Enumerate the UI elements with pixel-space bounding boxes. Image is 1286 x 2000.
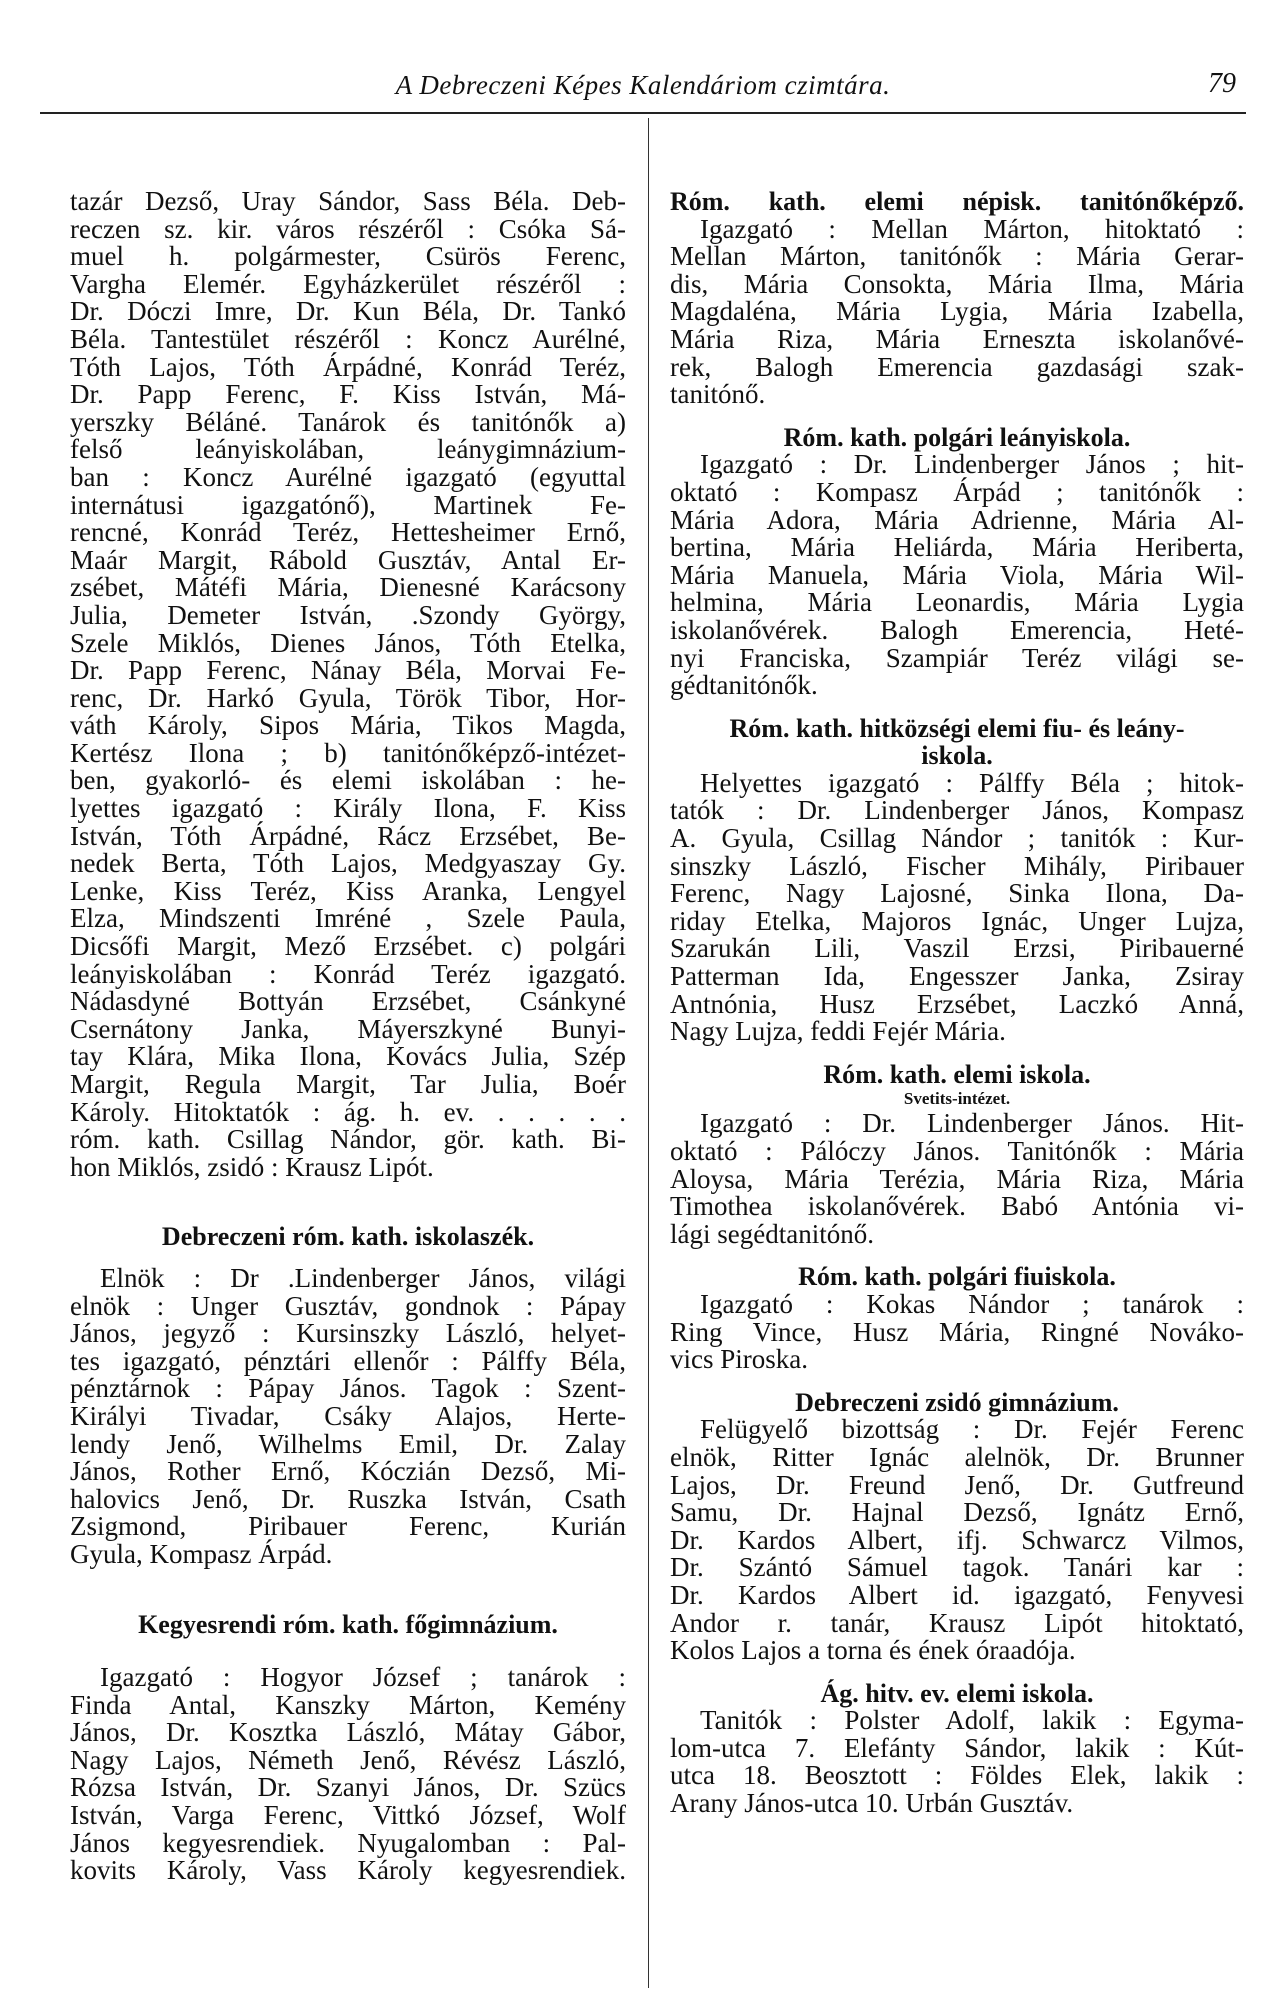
directory-section (670, 1389, 1244, 1665)
text-line: lyettes igazgató : Király Ilona, F. Kiss (70, 793, 626, 824)
text-line: tay Klára, Mika Ilona, Kovács Julia, Szép (70, 1041, 626, 1072)
text-line: tatók : Dr. Lindenberger János, Kompasz (670, 795, 1244, 826)
text-line: Zsigmond, Piribauer Ferenc, Kurián (70, 1511, 626, 1542)
text-line: helmina, Mária Leonardis, Mária Lygia (670, 587, 1244, 618)
text-line: Tóth Lajos, Tóth Árpádné, Konrád Teréz, (70, 351, 626, 382)
directory-section (70, 188, 626, 1181)
text-line: lági segédtanitónő. (670, 1218, 874, 1249)
text-line: rencné, Konrád Teréz, Hettesheimer Ernő, (70, 517, 626, 548)
text-line: Igazgató : Dr. Lindenberger János. Hit- (700, 1108, 1244, 1139)
text-line: utca 18. Beosztott : Földes Elek, lakik : (670, 1760, 1244, 1791)
text-line: Andor r. tanár, Krausz Lipót hitoktató, (670, 1607, 1244, 1638)
text-line: váth Károly, Sipos Mária, Tikos Magda, (70, 710, 626, 741)
text-line: Mária Riza, Mária Erneszta iskolanővé- (670, 323, 1244, 354)
directory-section (670, 424, 1244, 700)
text-line: Szele Miklós, Dienes János, Tóth Etelka, (70, 627, 626, 658)
text-line: Nádasdyné Bottyán Erzsébet, Csánkyné (70, 986, 626, 1017)
directory-section (670, 715, 1244, 1046)
text-line: sinszky László, Fischer Mihály, Piribauer (670, 850, 1244, 881)
text-line: Tanitók : Polster Adolf, lakik : Egyma- (700, 1705, 1244, 1736)
text-line: elnök : Unger Gusztáv, gondnok : Pápay (70, 1290, 626, 1321)
text-line: reczen sz. kir. város részéről : Csóka Sá- (70, 213, 626, 244)
text-line: nyi Franciska, Szampiár Teréz világi se- (670, 642, 1244, 673)
text-line: gédtanitónők. (670, 670, 818, 701)
section-title: iskola. (921, 741, 993, 771)
directory-section (670, 1263, 1244, 1373)
text-line: Ring Vince, Husz Mária, Ringné Novákо- (670, 1316, 1244, 1347)
text-line: rek, Balogh Emerencia gazdasági szak- (670, 351, 1244, 382)
text-line: halovics Jenő, Dr. Ruszka István, Csath (70, 1483, 626, 1514)
text-line: Dr. Szántó Sámuel tagok. Tanári kar : (670, 1552, 1244, 1583)
text-line: ben, gyakorló- és elemi iskolában : he- (70, 765, 626, 796)
text-line: Elnök : Dr .Lindenberger János, világi (100, 1262, 626, 1293)
text-line: lom-utca 7. Elefánty Sándor, lakik : Kút- (670, 1732, 1244, 1763)
text-line: Antnónia, Husz Erzsébet, Laczkó Anná, (670, 988, 1244, 1019)
text-line: leányiskolában : Konrád Teréz igazgató. (70, 958, 626, 989)
text-line: Arany János-utca 10. Urbán Gusztáv. (670, 1788, 1074, 1819)
text-line: Maár Margit, Rábold Gusztáv, Antal Er- (70, 544, 626, 575)
text-line: Timothea iskolanővérek. Babó Antónia vi- (670, 1191, 1244, 1222)
section-title: Róm. kath. polgári leányiskola. (783, 422, 1131, 452)
running-header-title: A Debreczeni Képes Kalendáriom czimtára. (395, 70, 891, 100)
text-line: Patterman Ida, Engesszer Janka, Zsiray (670, 961, 1244, 992)
text-line: Mária Adora, Mária Adrienne, Mária Al- (670, 504, 1244, 535)
text-line: Nagy Lujza, feddi Fejér Mária. (670, 1016, 1006, 1047)
directory-section (670, 188, 1244, 409)
directory-section (70, 1223, 626, 1568)
text-line: róm. kath. Csillag Nándor, gör. kath. Bi- (70, 1124, 626, 1155)
section-title: Róm. kath. hitközségi elemi fiu- és leány- (729, 713, 1185, 743)
text-line: felső leányiskolában, leánygimnázium- (70, 434, 626, 465)
text-line: Dr. Kardos Albert id. igazgató, Fenyvesi (670, 1579, 1244, 1610)
text-line: lendy Jenő, Wilhelms Emil, Dr. Zalay (70, 1428, 626, 1459)
text-line: István, Tóth Árpádné, Rácz Erzsébet, Be- (70, 820, 626, 851)
text-line: hon Miklós, zsidó : Krausz Lipót. (70, 1151, 434, 1182)
text-line: vics Piroska. (670, 1344, 808, 1375)
text-line: Samu, Dr. Hajnal Dezső, Ignátz Ernő, (670, 1497, 1244, 1528)
section-title: Róm. kath. elemi népisk. tanitónőképző. (670, 187, 1244, 216)
section-title: Róm. kath. polgári fiuiskola. (798, 1262, 1116, 1292)
text-line: Helyettes igazgató : Pálffy Béla ; hitok- (700, 767, 1244, 798)
left-column (70, 188, 626, 1885)
text-line: Csernátony Janka, Máyerszkyné Bunyi- (70, 1013, 626, 1044)
section-title: Debreczeni róm. kath. iskolaszék. (161, 1222, 535, 1252)
text-line: Finda Antal, Kanszky Márton, Kemény (70, 1689, 626, 1720)
text-line: Gyula, Kompasz Árpád. (70, 1538, 333, 1569)
text-line: István, Varga Ferenc, Vittkó József, Wolf (70, 1800, 626, 1831)
text-line: Dr. Papp Ferenc, F. Kiss István, Má- (70, 379, 626, 410)
text-line: János kegyesrendiek. Nyugalomban : Pal- (70, 1827, 626, 1858)
section-title: Róm. kath. elemi iskola. (823, 1059, 1091, 1089)
text-line: oktató : Kompasz Árpád ; tanitónők : (670, 476, 1244, 507)
section-title: Ág. hitv. ev. elemi iskola. (820, 1678, 1094, 1708)
text-line: Dr. Papp Ferenc, Nánay Béla, Morvai Fe- (70, 655, 626, 686)
text-line: elnök, Ritter Ignác alelnök, Dr. Brunner (670, 1441, 1244, 1472)
text-line: nedek Berta, Tóth Lajos, Medgyaszay Gy. (70, 848, 626, 879)
text-line: Kertész Ilona ; b) tanitónőképző-intézet- (70, 737, 626, 768)
text-line: Károly. Hitoktatók : ág. h. ev. . . . . . (70, 1096, 626, 1127)
text-line: riday Etelka, Majoros Ignác, Unger Lujza, (670, 905, 1244, 936)
text-line: dis, Mária Consokta, Mária Ilma, Mária (670, 268, 1244, 299)
text-line: tes igazgató, pénztári ellenőr : Pálffy Béla, (70, 1345, 626, 1376)
text-line: János, Rother Ernő, Kóczián Dezső, Mi- (70, 1456, 626, 1487)
text-line: ban : Koncz Aurélné igazgató (egyuttal (70, 461, 626, 492)
text-line: internátusi igazgatónő), Martinek Fe- (70, 489, 626, 520)
text-line: Felügyelő bizottság : Dr. Fejér Ferenc (700, 1414, 1244, 1445)
text-line: Aloysa, Mária Terézia, Mária Riza, Mária (670, 1163, 1244, 1194)
text-line: Igazgató : Kokas Nándor ; tanárok : (700, 1288, 1244, 1319)
section-title: Debreczeni zsidó gimnázium. (795, 1387, 1119, 1417)
text-line: Mária Manuela, Mária Viola, Mária Wil- (670, 559, 1244, 590)
text-line: Magdaléna, Mária Lygia, Mária Izabella, (670, 296, 1244, 327)
text-line: bertina, Mária Heliárda, Mária Heriberta, (670, 532, 1244, 563)
directory-section (670, 1061, 1244, 1249)
text-line: Dr. Kardos Albert, ifj. Schwarcz Vilmos, (670, 1524, 1244, 1555)
text-line: Mellan Márton, tanitónők : Mária Gerar- (670, 241, 1244, 272)
page-number: 79 (1208, 68, 1236, 99)
text-line: kovits Károly, Vass Károly kegyesrendiek. (70, 1855, 626, 1886)
text-line: Igazgató : Dr. Lindenberger János ; hit- (700, 449, 1244, 480)
text-line: Lenke, Kiss Teréz, Kiss Aranka, Lengyel (70, 875, 626, 906)
section-title: Kegyesrendi róm. kath. főgimnázium. (138, 1609, 558, 1639)
text-line: A. Gyula, Csillag Nándor ; tanitók : Kur- (670, 823, 1244, 854)
text-line: Szarukán Lili, Vaszil Erzsi, Piribauerné (670, 933, 1244, 964)
text-line: János, jegyző : Kursinszky László, helyet- (70, 1318, 626, 1349)
header-rule (40, 112, 1246, 114)
text-line: tanitónő. (670, 379, 766, 410)
text-line: Béla. Tantestület részéről : Koncz Aurélné, (70, 323, 626, 354)
text-line: Julia, Demeter István, .Szondy György, (70, 599, 626, 630)
text-line: Margit, Regula Margit, Tar Julia, Boér (70, 1069, 626, 1099)
directory-section (70, 1611, 626, 1885)
text-line: renc, Dr. Harkó Gyula, Török Tibor, Hor- (70, 682, 626, 713)
text-line: Vargha Elemér. Egyházkerület részéről : (70, 268, 626, 299)
text-line: Királyi Tivadar, Csáky Alajos, Herte- (70, 1400, 626, 1431)
text-line: Ferenc, Nagy Lajosné, Sinka Ilona, Da- (670, 878, 1244, 909)
text-line: Dicsőfi Margit, Mező Erzsébet. c) polgári (70, 931, 626, 962)
text-line: Dr. Dóczi Imre, Dr. Kun Béla, Dr. Tankó (70, 296, 626, 327)
text-line: iskolanővérek. Balogh Emerencia, Heté- (670, 614, 1244, 645)
text-line: yerszky Béláné. Tanárok és tanitónők a) (70, 406, 626, 437)
text-line: zsébet, Mátéfi Mária, Dienesné Karácsony (70, 572, 626, 603)
text-line: oktató : Pálóczy János. Tanitónők : Mária (670, 1136, 1244, 1166)
text-line: Rózsa István, Dr. Szanyi János, Dr. Szücs (70, 1772, 626, 1803)
directory-section (670, 1680, 1244, 1818)
text-line: Elza, Mindszenti Imréné , Szele Paula, (70, 903, 626, 934)
text-line: Igazgató : Mellan Márton, hitoktató : (700, 213, 1244, 244)
column-divider (648, 118, 649, 1988)
text-line: Lajos, Dr. Freund Jenő, Dr. Gutfreund (670, 1469, 1244, 1500)
text-line: pénztárnok : Pápay János. Tagok : Szent- (70, 1373, 626, 1404)
text-line: muel h. polgármester, Csürös Ferenc, (70, 241, 626, 272)
text-line: Kolos Lajos a torna és ének óraadója. (670, 1635, 1076, 1666)
right-column (670, 188, 1244, 1818)
text-line: Nagy Lajos, Németh Jenő, Révész László, (70, 1744, 626, 1775)
text-line: tazár Dezső, Uray Sándor, Sass Béla. Deb- (70, 186, 626, 216)
text-line: János, Dr. Kosztka László, Mátay Gábor, (70, 1717, 626, 1748)
section-subtitle: Svetits-intézet. (903, 1089, 1011, 1109)
text-line: Igazgató : Hogyor József ; tanárok : (100, 1662, 626, 1693)
